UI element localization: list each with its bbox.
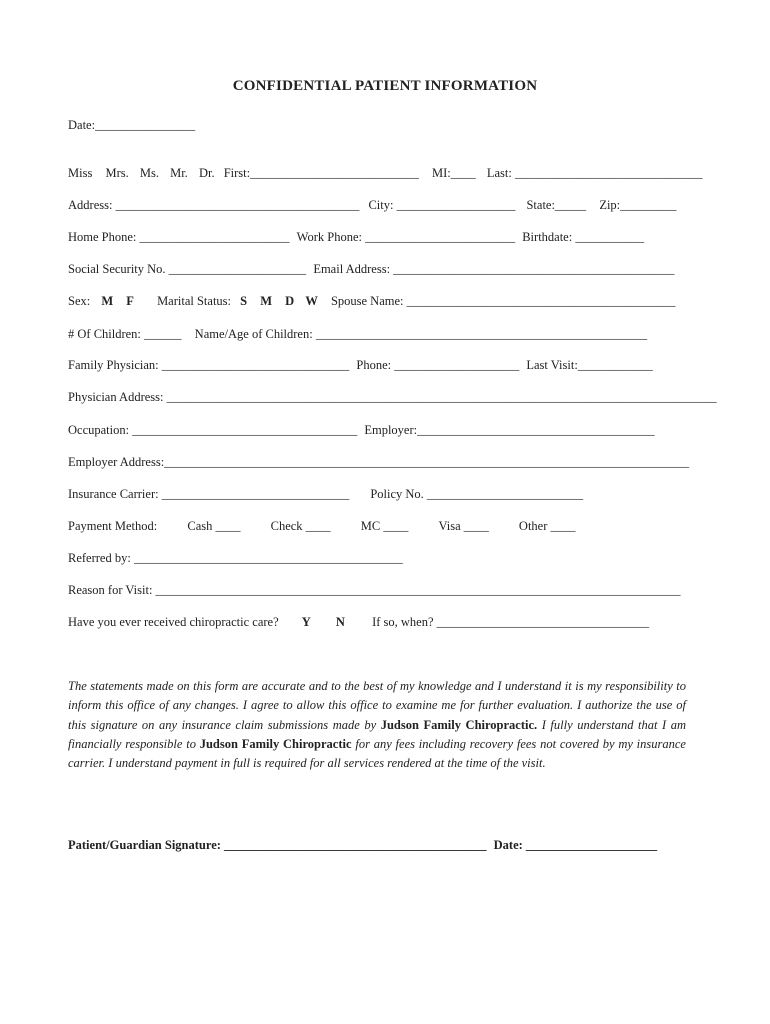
marital-option-d[interactable]: D — [285, 294, 295, 308]
title-mrs[interactable]: Mrs. — [105, 166, 129, 180]
chiropractic-row — [68, 613, 649, 631]
physician-address-row — [68, 388, 717, 406]
payment-visa[interactable]: Visa ____ — [438, 519, 489, 533]
chiropractic-no[interactable]: N — [335, 615, 345, 629]
children-names-field[interactable]: Name/Age of Children: _____________________________________________________ — [194, 327, 648, 341]
ssn-field[interactable]: Social Security No. ______________________ — [68, 262, 307, 276]
insurance-carrier-field[interactable]: Insurance Carrier: ______________________________ — [68, 487, 350, 501]
sex-option-f[interactable]: F — [126, 294, 134, 308]
marital-option-m[interactable]: M — [260, 294, 273, 308]
sex-option-m[interactable]: M — [101, 294, 114, 308]
policy-number-field[interactable]: Policy No. _________________________ — [370, 487, 584, 501]
chiropractic-when-field[interactable]: If so, when? __________________________________ — [372, 615, 650, 629]
address-row — [68, 196, 676, 214]
marital-option-s[interactable]: S — [240, 294, 248, 308]
occupation-field[interactable]: Occupation: ____________________________________ — [68, 423, 358, 437]
date-label: Date:________________ — [68, 118, 196, 132]
employer-field[interactable]: Employer:______________________________________ — [364, 423, 655, 437]
sex-marital-row — [68, 292, 675, 310]
statement-part-1: The statements made on this form are accurate and to the best of my knowledge and I understand it is my responsibility to inform this office of any changes. I agree to allow this office to examine me for further evaluation. I authorize the use of this signature on any insurance claim submissions made by — [68, 679, 686, 732]
spouse-name-field[interactable]: Spouse Name: ___________________________________________ — [330, 294, 676, 308]
address-field[interactable]: Address: _______________________________________ — [68, 198, 360, 212]
referred-by-field[interactable]: Referred by: ___________________________________________ — [68, 551, 403, 565]
date-field[interactable] — [68, 116, 195, 134]
chiropractic-yes[interactable]: Y — [301, 615, 311, 629]
children-count-field[interactable]: # Of Children: ______ — [68, 327, 182, 341]
birthdate-field[interactable]: Birthdate: ___________ — [522, 230, 645, 244]
last-name-field[interactable]: Last: ______________________________ — [486, 166, 703, 180]
reason-row — [68, 581, 681, 599]
phone-row — [68, 228, 644, 246]
title-dr[interactable]: Dr. — [198, 166, 215, 180]
employer-address-field[interactable]: Employer Address:____________________________________________________________________________________ — [68, 455, 690, 469]
physician-row — [68, 356, 653, 374]
insurance-row — [68, 485, 583, 503]
marital-option-w[interactable]: W — [305, 294, 318, 308]
statement-part-3: for any fees including recovery fees not covered by my insurance carrier. I understand payment in full is required for all services rendered at the time of the visit. — [68, 736, 686, 771]
payment-check[interactable]: Check ____ — [270, 519, 331, 533]
city-field[interactable]: City: ___________________ — [368, 198, 516, 212]
ssn-row — [68, 260, 674, 278]
referred-by-row — [68, 549, 403, 567]
signature-row — [68, 838, 657, 853]
payment-method-label: Payment Method: — [68, 519, 158, 533]
last-visit-field[interactable]: Last Visit:____________ — [526, 358, 653, 372]
sex-label: Sex: — [68, 294, 91, 308]
employer-address-row — [68, 453, 689, 471]
statement-part-2: I fully understand that I am financially responsible to — [68, 717, 686, 751]
payment-mc[interactable]: MC ____ — [360, 519, 409, 533]
payment-other[interactable]: Other ____ — [518, 519, 576, 533]
email-field[interactable]: Email Address: _____________________________________________ — [313, 262, 675, 276]
physician-phone-field[interactable]: Phone: ____________________ — [356, 358, 520, 372]
form-title: CONFIDENTIAL PATIENT INFORMATION — [232, 78, 538, 94]
work-phone-field[interactable]: Work Phone: ________________________ — [296, 230, 516, 244]
first-name-field[interactable]: First:___________________________ — [223, 166, 419, 180]
zip-field[interactable]: Zip:_________ — [599, 198, 677, 212]
clinic-name-1: Judson Family Chiropractic. — [380, 717, 538, 732]
family-physician-field[interactable]: Family Physician: ______________________________ — [68, 358, 350, 372]
payment-cash[interactable]: Cash ____ — [187, 519, 241, 533]
consent-statement — [68, 677, 686, 773]
signature-field[interactable]: Patient/Guardian Signature: __________________________________________ — [68, 838, 487, 852]
marital-status-label: Marital Status: — [157, 294, 232, 308]
home-phone-field[interactable]: Home Phone: ________________________ — [68, 230, 290, 244]
chiropractic-question: Have you ever received chiropractic care? — [68, 615, 279, 629]
reason-for-visit-field[interactable]: Reason for Visit: ____________________________________________________________________________________ — [68, 583, 681, 597]
mi-field[interactable]: MI:____ — [431, 166, 476, 180]
title-ms[interactable]: Ms. — [139, 166, 159, 180]
occupation-row — [68, 421, 655, 439]
title-miss[interactable]: Miss — [68, 166, 93, 180]
name-row — [68, 164, 702, 182]
children-row — [68, 325, 647, 343]
title-mr[interactable]: Mr. — [170, 166, 188, 180]
signature-date-field[interactable]: Date: _____________________ — [493, 838, 658, 852]
payment-row — [68, 517, 576, 535]
state-field[interactable]: State:_____ — [526, 198, 587, 212]
physician-address-field[interactable]: Physician Address: ________________________________________________________________________________________ — [68, 390, 717, 404]
clinic-name-2: Judson Family Chiropractic — [199, 736, 352, 751]
